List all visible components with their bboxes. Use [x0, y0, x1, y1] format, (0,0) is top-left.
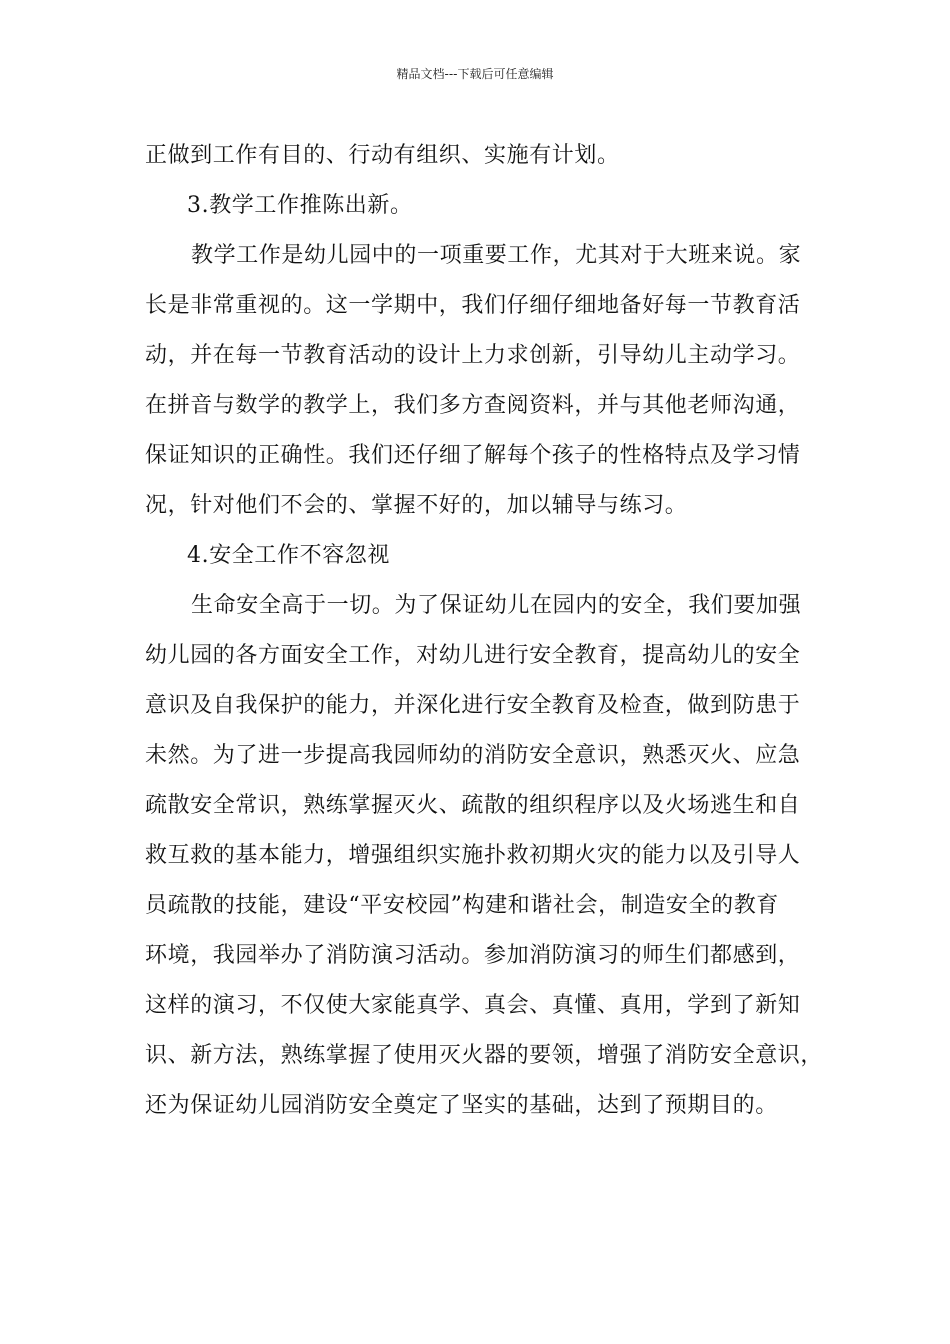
paragraph-line: 生命安全高于一切。为了保证幼儿在园内的安全，我们要加强: [191, 593, 802, 618]
paragraph-line: 还为保证幼儿园消防安全奠定了坚实的基础，达到了预期目的。: [145, 1093, 778, 1118]
paragraph-line: 保证知识的正确性。我们还仔细了解每个孩子的性格特点及学习情: [145, 443, 801, 468]
page-header: 精品文档---下载后可任意编辑: [396, 67, 554, 81]
paragraph-line: 教学工作是幼儿园中的一项重要工作，尤其对于大班来说。家: [191, 243, 802, 268]
paragraph-line: 环境，我园举办了消防演习活动。参加消防演习的师生们都感到，: [145, 943, 801, 968]
paragraph-line: 救互救的基本能力，增强组织实施扑救初期火灾的能力以及引导人: [145, 843, 801, 868]
paragraph-line: 幼儿园的各方面安全工作，对幼儿进行安全教育，提高幼儿的安全: [145, 643, 801, 668]
paragraph-line: 识、新方法，熟练掌握了使用灭火器的要领，增强了消防安全意识，: [145, 1043, 824, 1068]
paragraph-line: 这样的演习，不仅使大家能真学、真会、真懂、真用，学到了新知: [145, 993, 801, 1018]
paragraph-line: 未然。为了进一步提高我园师幼的消防安全意识，熟悉灭火、应急: [145, 743, 801, 768]
paragraph-line: 员疏散的技能，建设“平安校园”构建和谐社会，制造安全的教育: [145, 893, 779, 918]
paragraph-line: 长是非常重视的。这一学期中，我们仔细仔细地备好每一节教育活: [145, 293, 801, 318]
paragraph-line: 在拼音与数学的教学上，我们多方查阅资料，并与其他老师沟通，: [145, 393, 801, 418]
document-body: [145, 131, 835, 1131]
section-heading-4: 4.安全工作不容忽视: [187, 543, 390, 568]
paragraph-line: 动，并在每一节教育活动的设计上力求创新，引导幼儿主动学习。: [145, 343, 801, 368]
paragraph-line: 正做到工作有目的、行动有组织、实施有计划。: [145, 143, 620, 168]
paragraph-line: 况，针对他们不会的、掌握不好的，加以辅导与练习。: [145, 493, 688, 518]
paragraph-line: 意识及自我保护的能力，并深化进行安全教育及检查，做到防患于: [145, 693, 801, 718]
section-heading-3: 3.教学工作推陈出新。: [187, 193, 413, 218]
paragraph-line: 疏散安全常识，熟练掌握灭火、疏散的组织程序以及火场逃生和自: [145, 793, 801, 818]
